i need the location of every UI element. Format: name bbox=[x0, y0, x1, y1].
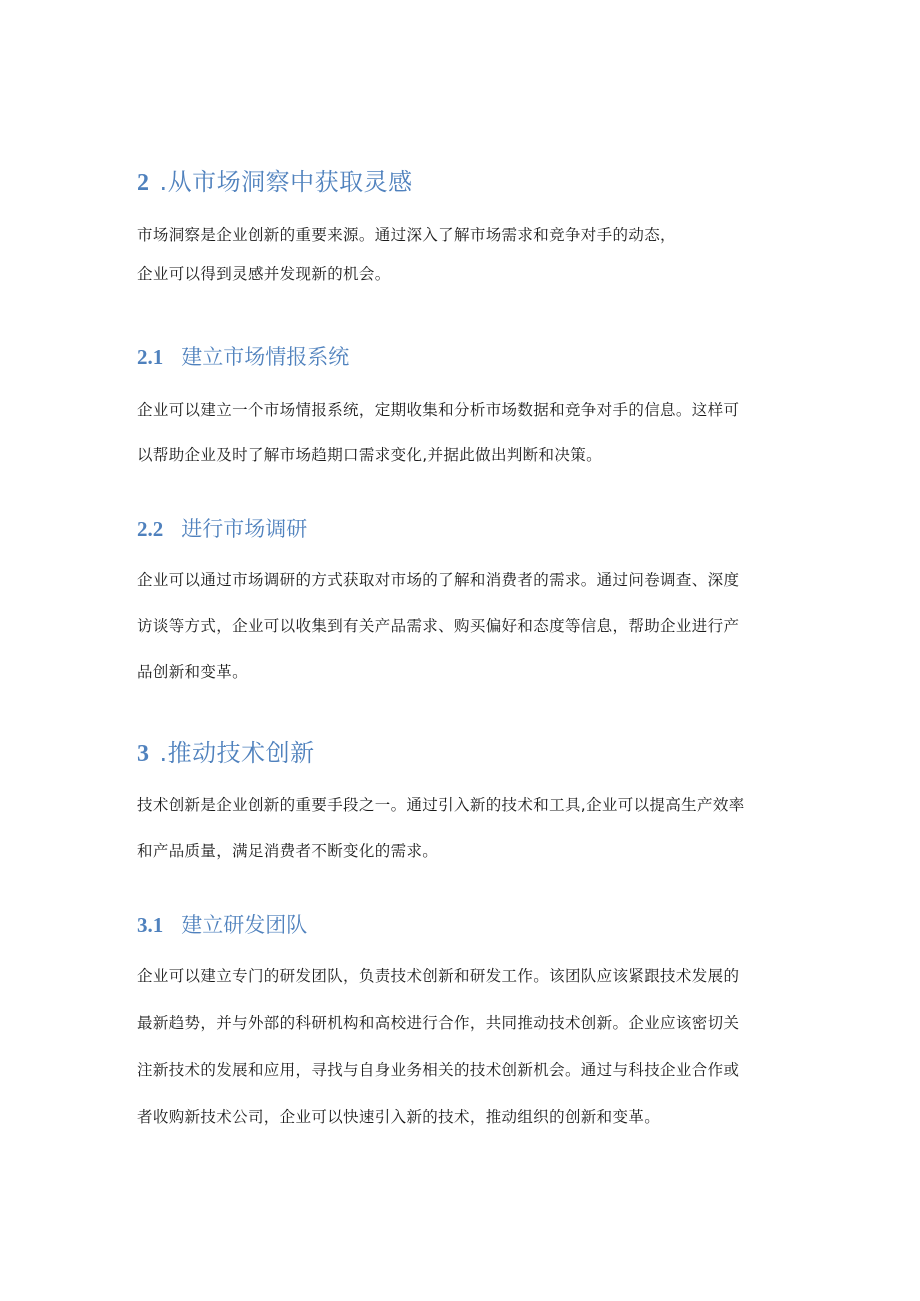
paragraph-line: 市场洞察是企业创新的重要来源。通过深入了解市场需求和竞争对手的动态， bbox=[137, 226, 676, 244]
paragraph-line: 企业可以建立专门的研发团队，负责技术创新和研发工作。该团队应该紧跟技术发展的 bbox=[137, 967, 740, 985]
heading-title: .从市场洞察中获取灵感 bbox=[159, 168, 413, 196]
heading-number: 2.2 bbox=[137, 517, 164, 541]
heading-title: 建立市场情报系统 bbox=[181, 345, 350, 369]
heading-title: 进行市场调研 bbox=[181, 517, 308, 541]
heading-section-3-1 bbox=[137, 909, 307, 939]
paragraph-section-3-1 bbox=[137, 966, 739, 1128]
paragraph-section-2-1 bbox=[137, 400, 739, 466]
heading-number: 2 bbox=[137, 170, 150, 196]
paragraph-line: 和产品质量，满足消费者不断变化的需求。 bbox=[137, 842, 439, 860]
paragraph-section-3 bbox=[137, 795, 745, 862]
heading-title: 建立研发团队 bbox=[181, 913, 308, 937]
heading-number: 3 bbox=[137, 741, 150, 767]
heading-section-3 bbox=[137, 733, 315, 768]
paragraph-line: 访谈等方式，企业可以收集到有关产品需求、购买偏好和态度等信息，帮助企业进行产 bbox=[137, 617, 740, 635]
heading-section-2 bbox=[137, 162, 413, 197]
heading-title: .推动技术创新 bbox=[159, 739, 315, 767]
heading-section-2-1 bbox=[137, 341, 349, 371]
paragraph-line: 注新技术的发展和应用，寻找与自身业务相关的技术创新机会。通过与科技企业合作或 bbox=[137, 1061, 740, 1079]
paragraph-section-2 bbox=[137, 225, 676, 285]
paragraph-line: 企业可以通过市场调研的方式获取对市场的了解和消费者的需求。通过问卷调查、深度 bbox=[137, 571, 740, 589]
paragraph-line: 技术创新是企业创新的重要手段之一。通过引入新的技术和工具,企业可以提高生产效率 bbox=[137, 796, 745, 814]
paragraph-line: 以帮助企业及时了解市场趋期口需求变化,并据此做出判断和决策。 bbox=[137, 446, 602, 464]
paragraph-line: 者收购新技术公司，企业可以快速引入新的技术，推动组织的创新和变革。 bbox=[137, 1108, 661, 1126]
paragraph-section-2-2 bbox=[137, 570, 739, 683]
paragraph-line: 最新趋势，并与外部的科研机构和高校进行合作，共同推动技术创新。企业应该密切关 bbox=[137, 1014, 740, 1032]
heading-section-2-2 bbox=[137, 513, 307, 543]
heading-number: 3.1 bbox=[137, 913, 164, 937]
paragraph-line: 品创新和变革。 bbox=[137, 663, 248, 681]
paragraph-line: 企业可以建立一个市场情报系统，定期收集和分析市场数据和竞争对手的信息。这样可 bbox=[137, 401, 740, 419]
paragraph-line: 企业可以得到灵感并发现新的机会。 bbox=[137, 265, 391, 283]
heading-number: 2.1 bbox=[137, 345, 164, 369]
